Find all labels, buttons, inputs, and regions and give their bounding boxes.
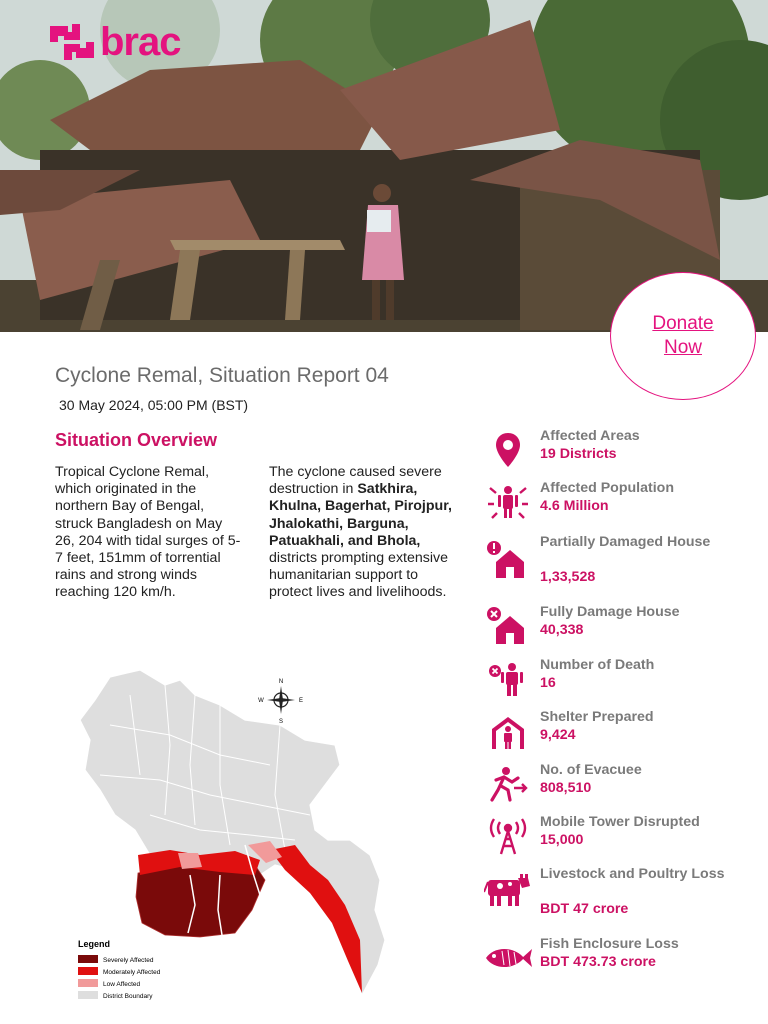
overview-text-pre: The cyclone caused severe destruction in	[269, 464, 442, 498]
legend-swatch	[78, 979, 98, 987]
signal-tower-icon	[484, 814, 532, 858]
cow-icon	[484, 868, 532, 912]
map-country-outline	[80, 670, 385, 995]
brac-logo	[46, 20, 181, 64]
legend-label: Low Affected	[103, 981, 141, 988]
legend-swatch	[78, 991, 98, 999]
stat-value: 16	[540, 675, 556, 691]
stat-label: No. of Evacuee	[540, 762, 642, 778]
affected-districts-list: Satkhira, Khulna, Bagerhat, Pirojpur, Jhalokathi, Barguna, Patuakhali, and Bhola,	[269, 481, 452, 549]
compass-e: E	[298, 698, 304, 704]
brac-logo-mark-icon	[46, 20, 98, 64]
stat-value: 19 Districts	[540, 446, 617, 462]
house-cross-icon	[484, 604, 532, 648]
brac-logo-text: brac	[100, 20, 181, 64]
stat-value: 40,338	[540, 622, 584, 638]
stat-value: 15,000	[540, 832, 584, 848]
people-burst-icon	[484, 480, 532, 524]
stat-value: 4.6 Million	[540, 498, 609, 514]
legend-swatch	[78, 967, 98, 975]
stat-value: 1,33,528	[540, 569, 596, 585]
donate-label-line1: Donate	[652, 313, 714, 334]
compass-n: N	[278, 679, 284, 685]
donate-label-line2: Now	[663, 337, 702, 358]
stat-label: Affected Areas	[540, 428, 640, 444]
location-pin-icon	[484, 428, 532, 472]
stat-label: Livestock and Poultry Loss	[540, 866, 725, 882]
overview-paragraph-1: Tropical Cyclone Remal, which originated in the northern Bay of Bengal, struck Bangladesh on May 26, 204 with tidal surges of 5-7 feet, 151mm of torrential rains and strong winds reaching 120 km/h.	[55, 464, 241, 601]
section-heading-overview: Situation Overview	[55, 430, 218, 450]
stat-label: Affected Population	[540, 480, 674, 496]
legend-label: Severely Affected	[103, 957, 154, 964]
person-cross-icon	[484, 657, 532, 701]
legend-label: Moderately Affected	[103, 969, 161, 976]
stat-value: BDT 473.73 crore	[540, 954, 656, 970]
map-region-severe	[136, 865, 265, 937]
report-date: 30 May 2024, 05:00 PM (BST)	[59, 397, 249, 413]
stat-value: 808,510	[540, 780, 592, 796]
compass-w: W	[258, 698, 264, 704]
bangladesh-affected-map	[70, 665, 400, 1010]
map-legend	[78, 939, 161, 1000]
stat-label: Mobile Tower Disrupted	[540, 814, 700, 830]
compass-s: S	[278, 719, 284, 725]
legend-label: District Boundary	[103, 993, 153, 1000]
stat-label: Fully Damage House	[540, 604, 680, 620]
stat-value: 9,424	[540, 727, 576, 743]
compass-rose	[258, 679, 303, 725]
fish-icon	[484, 936, 532, 980]
donate-now-button[interactable]	[610, 272, 756, 400]
stat-label: Fish Enclosure Loss	[540, 936, 679, 952]
overview-paragraph-2	[269, 464, 459, 602]
shelter-icon	[484, 709, 532, 753]
stat-label: Partially Damaged House	[540, 534, 711, 550]
stat-label: Shelter Prepared	[540, 709, 654, 725]
stat-value: BDT 47 crore	[540, 901, 629, 917]
map-region-low-1	[178, 853, 202, 869]
stat-label: Number of Death	[540, 657, 655, 673]
report-title: Cyclone Remal, Situation Report 04	[55, 364, 389, 387]
house-alert-icon	[484, 538, 532, 582]
legend-swatch	[78, 955, 98, 963]
legend-title: Legend	[78, 939, 111, 949]
running-person-icon	[484, 762, 532, 806]
overview-text-post: districts prompting extensive humanitarian support to protect lives and livelihoods.	[269, 550, 448, 601]
